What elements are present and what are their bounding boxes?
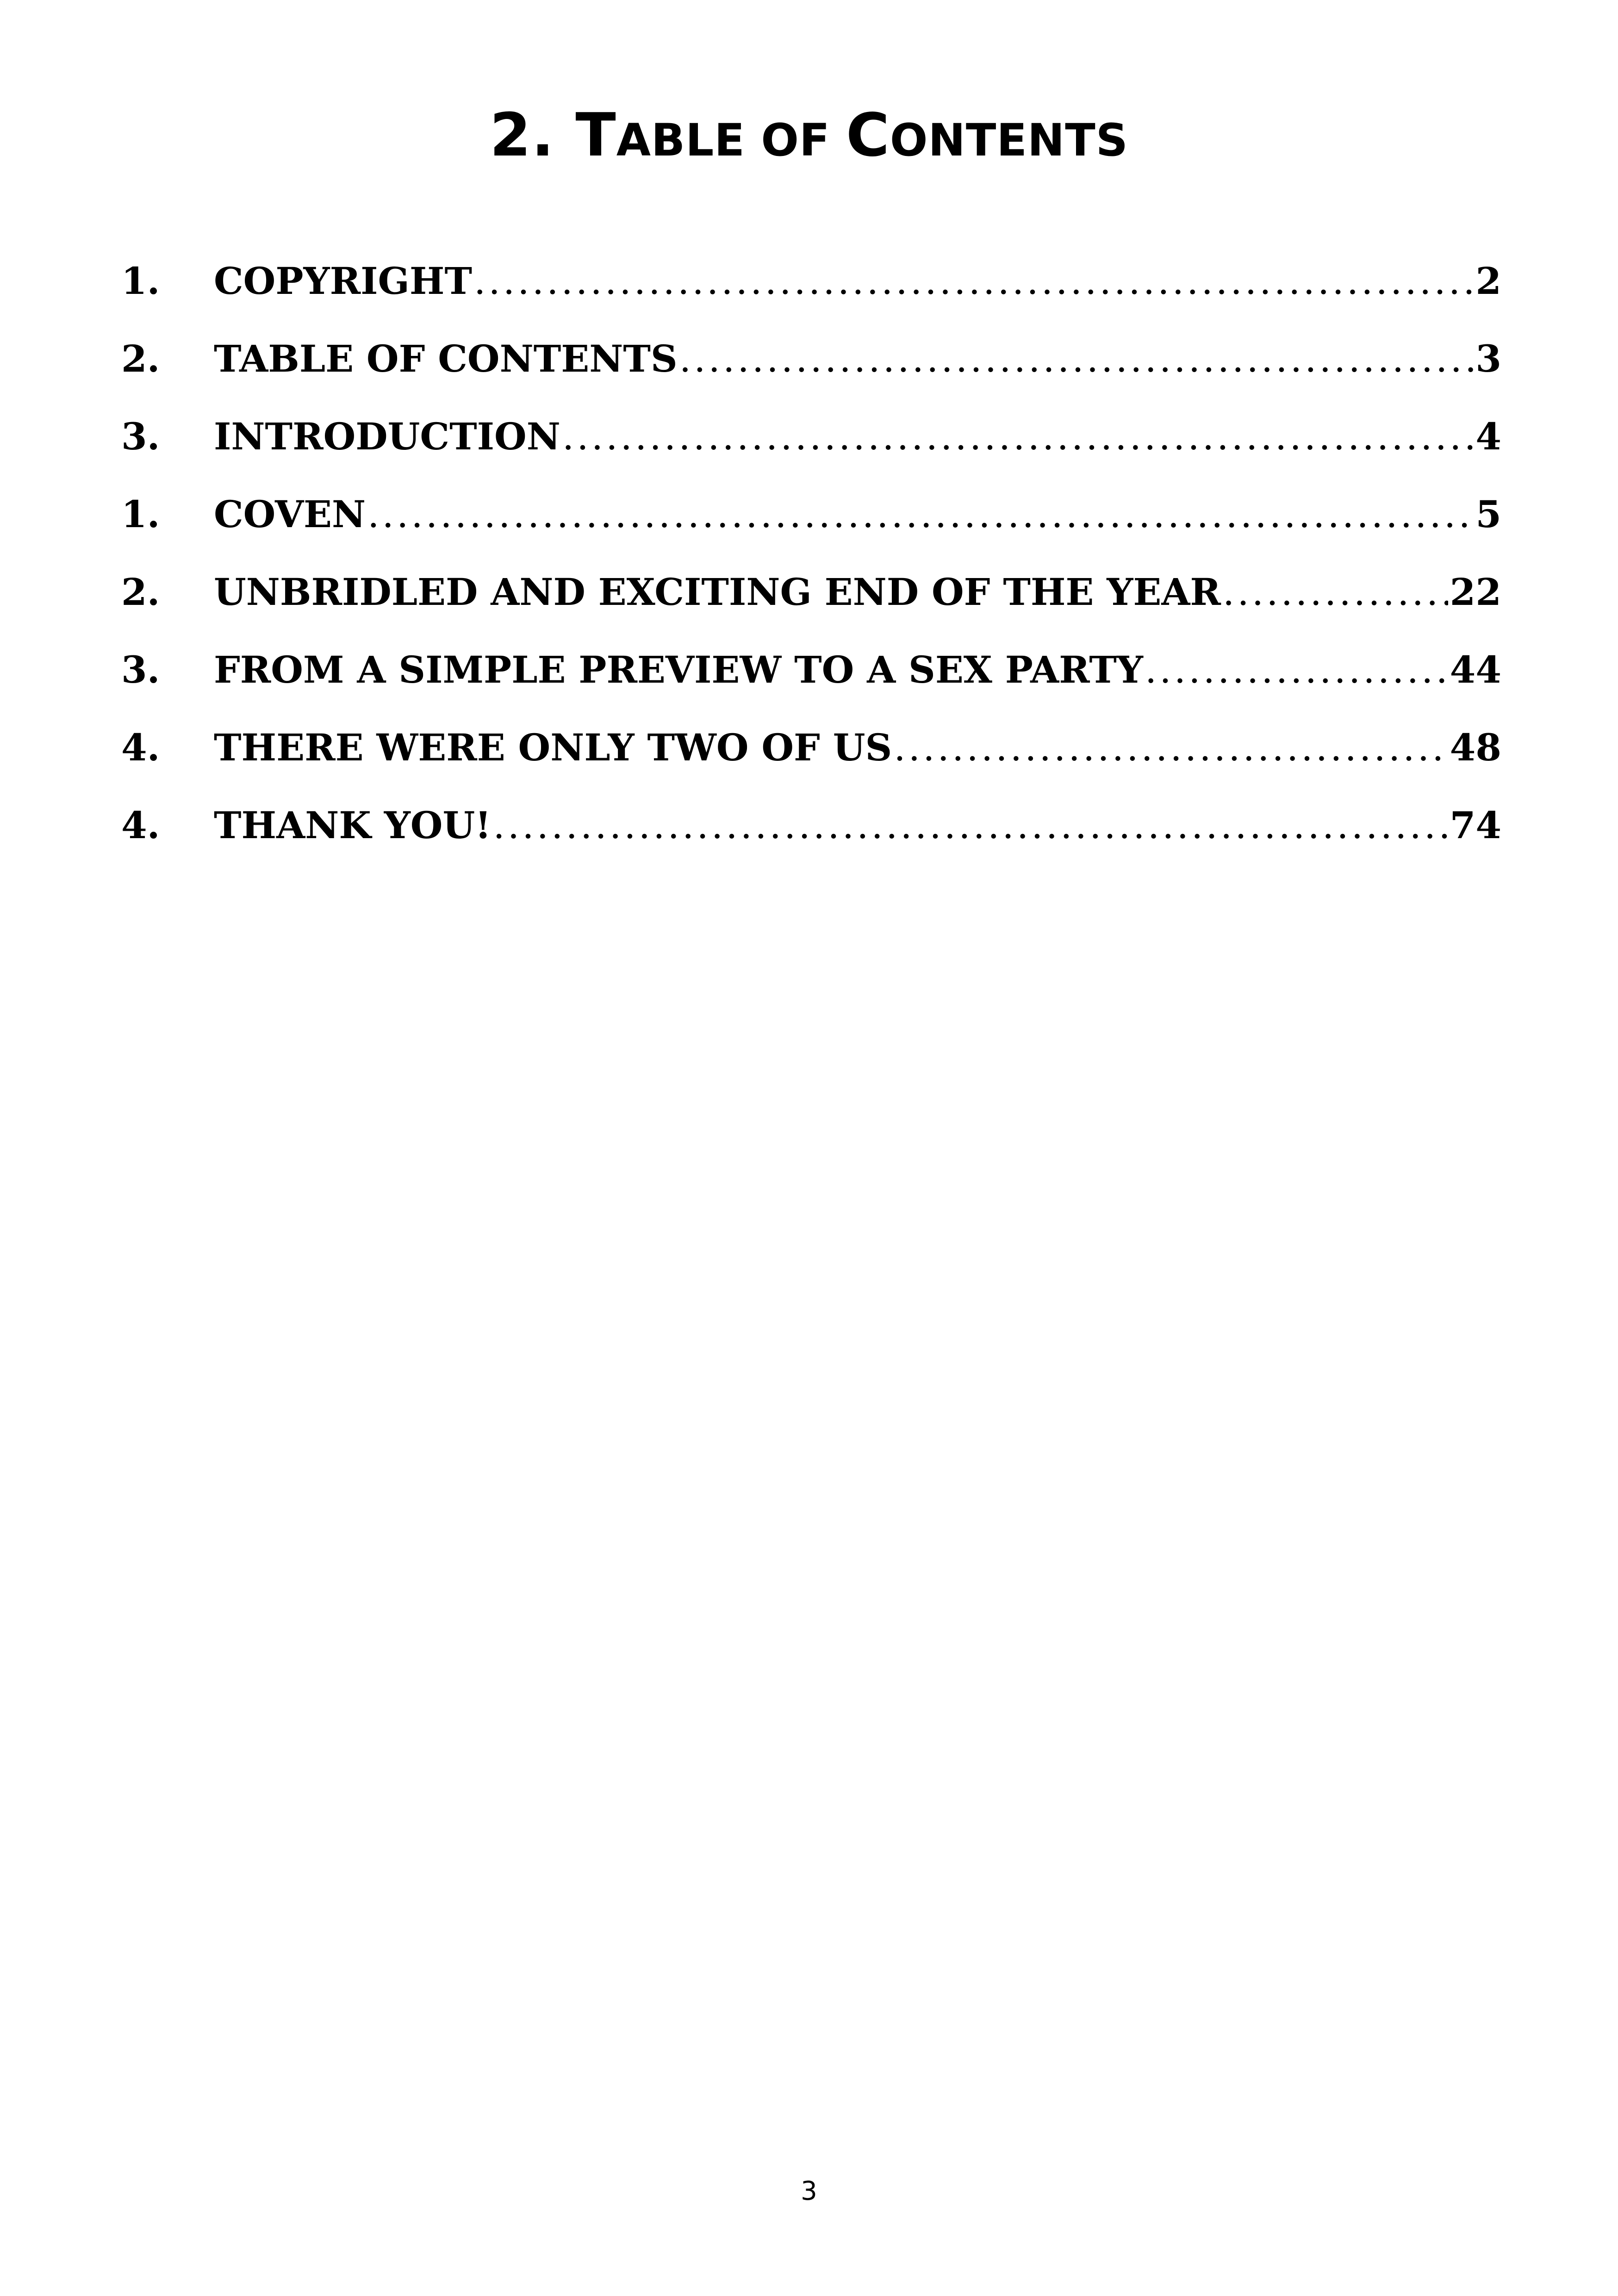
toc-dot-leader: [493, 804, 1448, 847]
table-of-contents: [121, 259, 1501, 881]
heading-letter-t: T: [575, 101, 616, 170]
toc-entry-number: 3.: [121, 648, 160, 691]
toc-dot-leader: [894, 726, 1448, 769]
toc-entry-coven[interactable]: [121, 492, 1501, 570]
toc-entry-introduction[interactable]: [121, 415, 1501, 492]
toc-entry-unbridled[interactable]: [121, 570, 1501, 648]
page-title: [0, 101, 1618, 175]
toc-entry-number: 1.: [121, 259, 160, 303]
toc-entry-title: COVEN: [214, 492, 366, 536]
toc-entry-table-of-contents[interactable]: [121, 337, 1501, 415]
toc-entry-page: 48: [1450, 726, 1501, 769]
toc-entry-number: 3.: [121, 415, 160, 458]
toc-entry-page: 22: [1450, 570, 1501, 614]
toc-entry-title: INTRODUCTION: [214, 415, 560, 458]
toc-dot-leader: [679, 337, 1474, 380]
toc-entry-number: 1.: [121, 492, 160, 536]
toc-entry-page: 5: [1475, 492, 1501, 536]
toc-entry-simple-preview[interactable]: [121, 648, 1501, 726]
page-number: 3: [801, 2176, 817, 2206]
toc-entry-page: 74: [1450, 803, 1501, 847]
toc-entry-page: 2: [1475, 259, 1501, 303]
toc-dot-leader: [367, 493, 1474, 536]
toc-entry-page: 44: [1450, 648, 1501, 691]
toc-entry-title: TABLE OF CONTENTS: [214, 337, 678, 380]
toc-entry-title: THANK YOU!: [214, 803, 492, 847]
toc-dot-leader: [474, 260, 1474, 303]
toc-entry-only-two-of-us[interactable]: [121, 726, 1501, 803]
toc-dot-leader: [562, 415, 1474, 458]
toc-entry-number: 2.: [121, 570, 160, 614]
toc-entry-thank-you[interactable]: [121, 803, 1501, 881]
toc-entry-copyright[interactable]: [121, 259, 1501, 337]
toc-dot-leader: [1145, 648, 1448, 691]
toc-entry-page: 4: [1475, 415, 1501, 458]
heading-number: 2.: [490, 101, 554, 170]
toc-entry-title: FROM A SIMPLE PREVIEW TO A SEX PARTY: [214, 648, 1143, 691]
toc-entry-title: THERE WERE ONLY TWO OF US: [214, 726, 892, 769]
toc-entry-number: 4.: [121, 803, 160, 847]
toc-entry-number: 2.: [121, 337, 160, 380]
toc-dot-leader: [1223, 571, 1448, 614]
toc-entry-page: 3: [1475, 337, 1501, 380]
toc-entry-number: 4.: [121, 726, 160, 769]
toc-entry-title: COPYRIGHT: [214, 259, 472, 303]
heading-letter-c: C: [846, 101, 890, 170]
toc-entry-title: UNBRIDLED AND EXCITING END OF THE YEAR: [214, 570, 1221, 614]
heading-part-able-of: ABLE OF: [616, 114, 846, 166]
heading-part-ontents: ONTENTS: [890, 114, 1128, 166]
